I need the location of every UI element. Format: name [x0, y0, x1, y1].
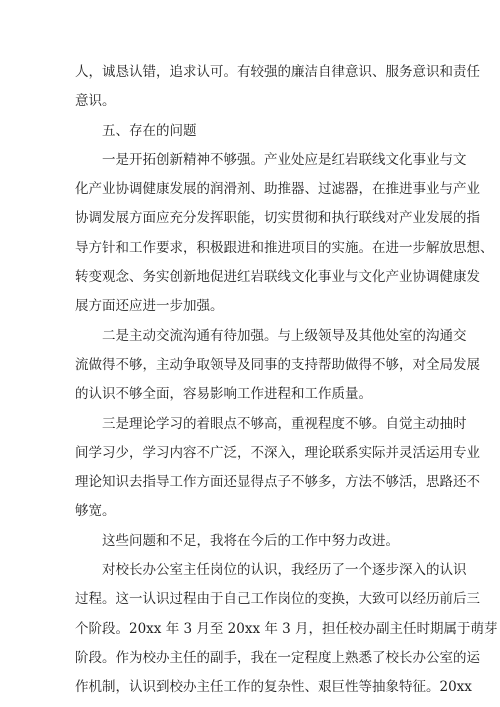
text-line: 意识。	[75, 93, 116, 110]
text-line: 化产业协调健康发展的润滑剂、助推器、过滤器，在推进事业与产业	[75, 181, 480, 198]
text-line: 转变观念、务实创新地促进红岩联线文化事业与文化产业协调健康发	[75, 269, 480, 286]
text-line: 这些问题和不足，我将在今后的工作中努力改进。	[102, 532, 399, 549]
document-body	[75, 58, 498, 703]
text-line: 五、存在的问题	[102, 122, 197, 139]
text-line: 二是主动交流沟通有待加强。与上级领导及其他处室的沟通交	[102, 327, 467, 344]
text-line: 够宽。	[75, 503, 116, 520]
text-line: 流做得不够，主动争取领导及同事的支持帮助做得不够，对全局发展	[75, 356, 480, 373]
text-line: 理论知识去指导工作方面还显得点子不够多，方法不够活，思路还不	[75, 474, 480, 491]
text-line: 阶段。作为校办主任的副手，我在一定程度上熟悉了校长办公室的运	[75, 649, 480, 666]
text-line: 间学习少，学习内容不广泛，不深入，理论联系实际并灵活运用专业	[75, 444, 480, 461]
text-line: 作机制，认识到校办主任工作的复杂性、艰巨性等抽象特征。20xx	[75, 679, 472, 696]
text-line: 三是理论学习的着眼点不够高，重视程度不够。自觉主动抽时	[102, 415, 467, 432]
text-line: 过程。这一认识过程由于自己工作岗位的变换，大致可以经历前后三	[75, 591, 480, 608]
text-line: 人，诚恳认错，追求认可。有较强的廉洁自律意识、服务意识和责任	[75, 64, 480, 80]
text-line: 协调发展方面应充分发挥职能，切实贯彻和执行联线对产业发展的指	[75, 210, 480, 227]
text-line: 个阶段。20xx 年 3 月至 20xx 年 3 月，担任校办副主任时期属于萌芽	[75, 620, 498, 637]
text-line: 展方面还应进一步加强。	[75, 298, 224, 315]
text-line: 对校长办公室主任岗位的认识，我经历了一个逐步深入的认识	[102, 562, 467, 579]
text-line: 的认识不够全面，容易影响工作进程和工作质量。	[75, 386, 372, 403]
text-line: 一是开拓创新精神不够强。产业处应是红岩联线文化事业与文	[102, 151, 467, 168]
text-line: 导方针和工作要求，积极跟进和推进项目的实施。在进一步解放思想、	[75, 239, 494, 256]
